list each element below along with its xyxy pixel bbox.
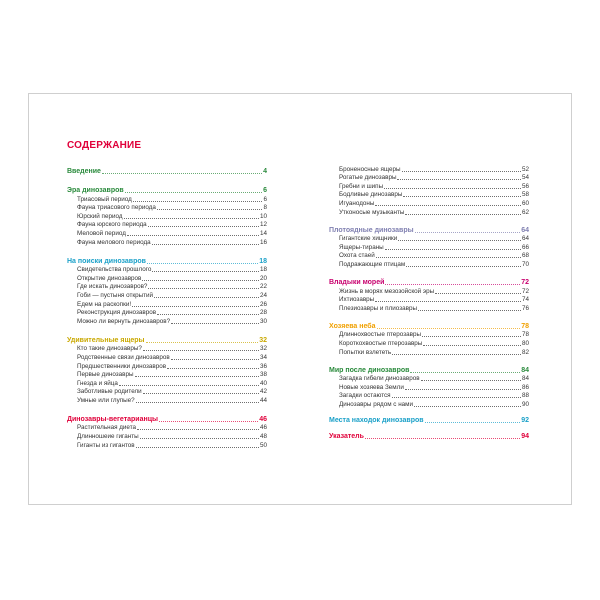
toc-entry[interactable]	[67, 362, 267, 371]
toc-entry-page: 56	[521, 182, 529, 190]
toc-entry-page: 30	[259, 317, 267, 325]
dot-leader	[171, 359, 259, 360]
dot-leader	[376, 257, 521, 258]
dot-leader	[125, 192, 262, 193]
toc-entry[interactable]	[67, 424, 267, 433]
toc-entry[interactable]	[329, 375, 529, 384]
toc-entry-label: Броненосные ящеры	[339, 165, 401, 173]
toc-section-page: 92	[521, 416, 529, 424]
toc-section-title: Указатель	[329, 432, 364, 440]
toc-section-heading[interactable]	[329, 277, 529, 287]
toc-entry[interactable]	[67, 371, 267, 380]
toc-section-title: На поиски динозавров	[67, 257, 146, 265]
toc-entry[interactable]	[329, 287, 529, 296]
toc-entry-page: 68	[521, 252, 529, 260]
toc-entry-page: 74	[521, 296, 529, 304]
toc-entry-page: 32	[259, 345, 267, 353]
dot-leader	[384, 188, 521, 189]
toc-entry-label: Рогатые динозавры	[339, 174, 397, 182]
toc-entry[interactable]	[67, 353, 267, 362]
dot-leader	[402, 171, 521, 172]
toc-section-title: Эра динозавров	[67, 187, 124, 194]
toc-entry[interactable]	[67, 221, 267, 230]
toc-entry[interactable]	[329, 235, 529, 244]
toc-section	[67, 166, 267, 176]
toc-entry-page: 18	[259, 266, 267, 274]
book-spread	[28, 93, 572, 505]
toc-entry-label: Первые динозавры	[77, 371, 134, 379]
dot-leader	[385, 249, 521, 250]
toc-section-title: Хозяева неба	[329, 322, 376, 330]
toc-section-title: Удивительные ящеры	[67, 336, 145, 344]
toc-section-page: 6	[263, 187, 267, 194]
dot-leader	[132, 306, 259, 307]
toc-entry-label: Фауна триасового периода	[77, 204, 156, 212]
toc-entry-page: 62	[521, 208, 529, 216]
toc-entry[interactable]	[67, 441, 267, 450]
toc-entry-page: 20	[259, 274, 267, 282]
toc-section-title: Плотоядные динозавры	[329, 226, 414, 234]
toc-entry-label: Попытки взлететь	[339, 348, 392, 356]
toc-entry-page: 50	[259, 441, 267, 449]
toc-section-title: Динозавры-вегетарианцы	[67, 415, 158, 423]
toc-entry-label: Открытие динозавров	[77, 274, 142, 282]
toc-entry-page: 22	[259, 283, 267, 291]
toc-entry-page: 64	[521, 235, 529, 243]
toc-entry-label: Заботливые родители	[77, 388, 142, 396]
toc-section-heading[interactable]	[67, 414, 267, 424]
dot-leader	[157, 209, 263, 210]
dot-leader	[157, 314, 259, 315]
dot-leader	[392, 397, 521, 398]
toc-entry[interactable]	[67, 388, 267, 397]
toc-entry-page: 28	[259, 309, 267, 317]
toc-section-heading[interactable]	[67, 166, 267, 176]
dot-leader	[171, 323, 259, 324]
toc-entry[interactable]	[329, 182, 529, 191]
dot-leader	[425, 422, 521, 423]
toc-title: СОДЕРЖАНИЕ	[67, 140, 142, 151]
dot-leader	[152, 271, 259, 272]
toc-entry-page: 88	[521, 392, 529, 400]
dot-leader	[422, 336, 521, 337]
dot-leader	[385, 284, 520, 285]
toc-section	[329, 365, 529, 409]
dot-leader	[397, 179, 521, 180]
toc-entry-page: 38	[259, 371, 267, 379]
dot-leader	[159, 421, 258, 422]
toc-entry[interactable]	[67, 229, 267, 238]
toc-entry-page: 78	[521, 331, 529, 339]
toc-entry[interactable]	[67, 274, 267, 283]
toc-entry-label: Фауна юрского периода	[77, 221, 147, 229]
toc-section-page: 18	[259, 257, 267, 265]
toc-section	[329, 277, 529, 313]
toc-entry-page: 76	[521, 304, 529, 312]
toc-entry-label: Ящеры-тираны	[339, 243, 384, 251]
toc-entry[interactable]	[329, 191, 529, 200]
dot-leader	[136, 402, 259, 403]
toc-section	[329, 165, 529, 217]
toc-entry[interactable]	[329, 331, 529, 340]
dot-leader	[136, 447, 259, 448]
toc-entry-label: Охота стаей	[339, 252, 375, 260]
toc-section-heading[interactable]	[329, 415, 529, 425]
toc-entry-page: 70	[521, 260, 529, 268]
dot-leader	[147, 263, 258, 264]
dot-leader	[418, 310, 521, 311]
toc-entry-label: Где искать динозавров?	[77, 283, 148, 291]
toc-entry-page: 40	[259, 379, 267, 387]
toc-section-page: 84	[521, 366, 529, 374]
toc-entry-page: 6	[263, 195, 267, 203]
toc-entry-label: Бодливые динозавры	[339, 191, 403, 199]
dot-leader	[415, 232, 521, 233]
dot-leader	[124, 218, 259, 219]
toc-section-page: 64	[521, 226, 529, 234]
toc-entry-page: 26	[259, 300, 267, 308]
toc-entry[interactable]	[67, 379, 267, 388]
dot-leader	[375, 205, 521, 206]
toc-entry-label: Плезиозавры и плиозавры	[339, 304, 417, 312]
toc-section-page: 94	[521, 432, 529, 440]
toc-section	[329, 225, 529, 269]
toc-entry[interactable]	[329, 252, 529, 261]
dot-leader	[423, 345, 521, 346]
toc-entry-label: Длиннохвостые птерозавры	[339, 331, 421, 339]
dot-leader	[398, 240, 521, 241]
dot-leader	[143, 350, 259, 351]
toc-entry[interactable]	[67, 300, 267, 309]
toc-entry-label: Утконосые музыканты	[339, 208, 405, 216]
toc-entry-label: Едем на раскопки!	[77, 300, 132, 308]
toc-entry-label: Загадка гибели динозавров	[339, 375, 420, 383]
toc-entry[interactable]	[67, 432, 267, 441]
dot-leader	[154, 297, 259, 298]
dot-leader	[375, 301, 521, 302]
toc-section-page: 78	[521, 322, 529, 330]
dot-leader	[414, 406, 521, 407]
dot-leader	[410, 372, 520, 373]
toc-section-title: Владыки морей	[329, 278, 385, 286]
toc-entry-page: 58	[521, 191, 529, 199]
toc-section	[67, 414, 267, 450]
toc-entry-page: 72	[521, 287, 529, 295]
toc-section	[329, 415, 529, 425]
toc-entry[interactable]	[329, 304, 529, 313]
toc-entry[interactable]	[67, 345, 267, 354]
toc-entry-page: 82	[521, 348, 529, 356]
toc-entry-page: 84	[521, 375, 529, 383]
toc-section	[67, 185, 267, 247]
dot-leader	[127, 235, 259, 236]
dot-leader	[146, 342, 259, 343]
toc-entry[interactable]	[329, 392, 529, 401]
toc-entry-label: Юрский период	[77, 212, 123, 220]
toc-entry[interactable]	[329, 165, 529, 174]
toc-entry-label: Гоби — пустыня открытий	[77, 291, 154, 299]
dot-leader	[133, 201, 263, 202]
toc-entry-page: 52	[521, 165, 529, 173]
toc-entry-label: Кто такие динозавры?	[77, 345, 142, 353]
dot-leader	[152, 244, 259, 245]
toc-entry[interactable]	[329, 383, 529, 392]
toc-section-heading[interactable]	[329, 431, 529, 441]
toc-entry[interactable]	[329, 208, 529, 217]
toc-entry-page: 36	[259, 362, 267, 370]
toc-section-title: Мир после динозавров	[329, 366, 410, 374]
toc-entry[interactable]	[329, 339, 529, 348]
toc-section-heading[interactable]	[67, 335, 267, 345]
toc-entry[interactable]	[67, 212, 267, 221]
toc-section-title: Введение	[67, 168, 101, 175]
toc-entry-page: 24	[259, 291, 267, 299]
toc-entry-label: Ихтиозавры	[339, 296, 375, 304]
toc-entry-label: Игуанодоны	[339, 199, 375, 207]
dot-leader	[406, 266, 521, 267]
toc-entry-label: Триасовый период	[77, 195, 132, 203]
toc-entry[interactable]	[67, 266, 267, 275]
toc-right-column	[329, 165, 529, 441]
toc-entry-label: Загадки остаются	[339, 392, 391, 400]
toc-entry[interactable]	[67, 309, 267, 318]
toc-section-heading[interactable]	[67, 185, 267, 195]
toc-entry-label: Меловой период	[77, 229, 126, 237]
dot-leader	[392, 354, 521, 355]
toc-entry-page: 10	[259, 212, 267, 220]
toc-entry-page: 14	[259, 229, 267, 237]
toc-entry-page: 80	[521, 339, 529, 347]
dot-leader	[405, 214, 521, 215]
toc-section-title: Места находок динозавров	[329, 416, 424, 424]
toc-entry[interactable]	[67, 317, 267, 326]
toc-entry-label: Родственные связи динозавров	[77, 353, 170, 361]
toc-entry[interactable]	[329, 174, 529, 183]
toc-entry[interactable]	[329, 296, 529, 305]
toc-entry-label: Динозавры рядом с нами	[339, 400, 414, 408]
dot-leader	[135, 376, 259, 377]
dot-leader	[377, 328, 521, 329]
toc-entry-page: 46	[259, 424, 267, 432]
toc-entry-page: 16	[259, 238, 267, 246]
toc-entry[interactable]	[329, 400, 529, 409]
toc-entry[interactable]	[67, 195, 267, 204]
toc-entry[interactable]	[329, 348, 529, 357]
toc-section	[67, 256, 267, 326]
toc-entry[interactable]	[329, 243, 529, 252]
toc-entry-label: Подражающие птицам	[339, 260, 406, 268]
toc-entry[interactable]	[67, 238, 267, 247]
toc-entry-label: Фауна мелового периода	[77, 238, 151, 246]
toc-entry-label: Короткохвостые птерозавры	[339, 339, 423, 347]
toc-section-page: 32	[259, 336, 267, 344]
toc-entry[interactable]	[67, 291, 267, 300]
toc-section-page: 72	[521, 278, 529, 286]
toc-entry-page: 66	[521, 243, 529, 251]
dot-leader	[137, 429, 259, 430]
dot-leader	[143, 393, 259, 394]
toc-entry-label: Жизнь в морях мезозойской эры	[339, 287, 435, 295]
toc-left-column	[67, 166, 267, 450]
toc-entry-label: Гигантские хищники	[339, 235, 398, 243]
toc-entry-label: Реконструкция динозавров	[77, 309, 157, 317]
toc-entry-label: Новые хозяева Земли	[339, 383, 404, 391]
toc-entry-page: 12	[259, 221, 267, 229]
dot-leader	[167, 368, 259, 369]
dot-leader	[148, 226, 259, 227]
toc-entry-page: 86	[521, 383, 529, 391]
toc-entry-label: Гиганты из гигантов	[77, 441, 135, 449]
dot-leader	[365, 438, 520, 439]
toc-section	[67, 335, 267, 405]
dot-leader	[119, 385, 259, 386]
toc-entry-label: Можно ли вернуть динозавров?	[77, 317, 171, 325]
toc-section-heading[interactable]	[67, 256, 267, 266]
toc-entry-label: Умные или глупые?	[77, 396, 135, 404]
toc-entry-label: Длинношеие гиганты	[77, 433, 139, 441]
toc-section-heading[interactable]	[329, 321, 529, 331]
toc-entry[interactable]	[329, 199, 529, 208]
dot-leader	[435, 293, 521, 294]
toc-entry-page: 34	[259, 353, 267, 361]
toc-entry-page: 90	[521, 400, 529, 408]
toc-section	[329, 321, 529, 357]
dot-leader	[403, 196, 521, 197]
toc-entry-page: 60	[521, 199, 529, 207]
dot-leader	[405, 389, 521, 390]
dot-leader	[148, 288, 259, 289]
toc-section-page: 4	[263, 168, 267, 175]
dot-leader	[102, 173, 262, 174]
toc-entry-page: 42	[259, 388, 267, 396]
toc-entry-page: 54	[521, 174, 529, 182]
toc-entry-label: Растительная диета	[77, 424, 137, 432]
toc-entry[interactable]	[67, 204, 267, 213]
toc-section-page: 46	[259, 415, 267, 423]
toc-section-heading[interactable]	[329, 225, 529, 235]
toc-entry[interactable]	[67, 396, 267, 405]
toc-entry[interactable]	[329, 260, 529, 269]
toc-entry-page: 48	[259, 433, 267, 441]
toc-entry[interactable]	[67, 283, 267, 292]
toc-entry-label: Гнезда и яйца	[77, 379, 118, 387]
toc-entry-label: Предшественники динозавров	[77, 362, 167, 370]
toc-entry-page: 44	[259, 396, 267, 404]
dot-leader	[140, 438, 259, 439]
toc-section	[329, 431, 529, 441]
dot-leader	[142, 280, 259, 281]
toc-entry-page: 8	[263, 204, 267, 212]
toc-section-heading[interactable]	[329, 365, 529, 375]
dot-leader	[421, 380, 521, 381]
toc-entry-label: Гребни и шипы	[339, 182, 384, 190]
toc-entry-label: Свидетельства прошлого	[77, 266, 152, 274]
